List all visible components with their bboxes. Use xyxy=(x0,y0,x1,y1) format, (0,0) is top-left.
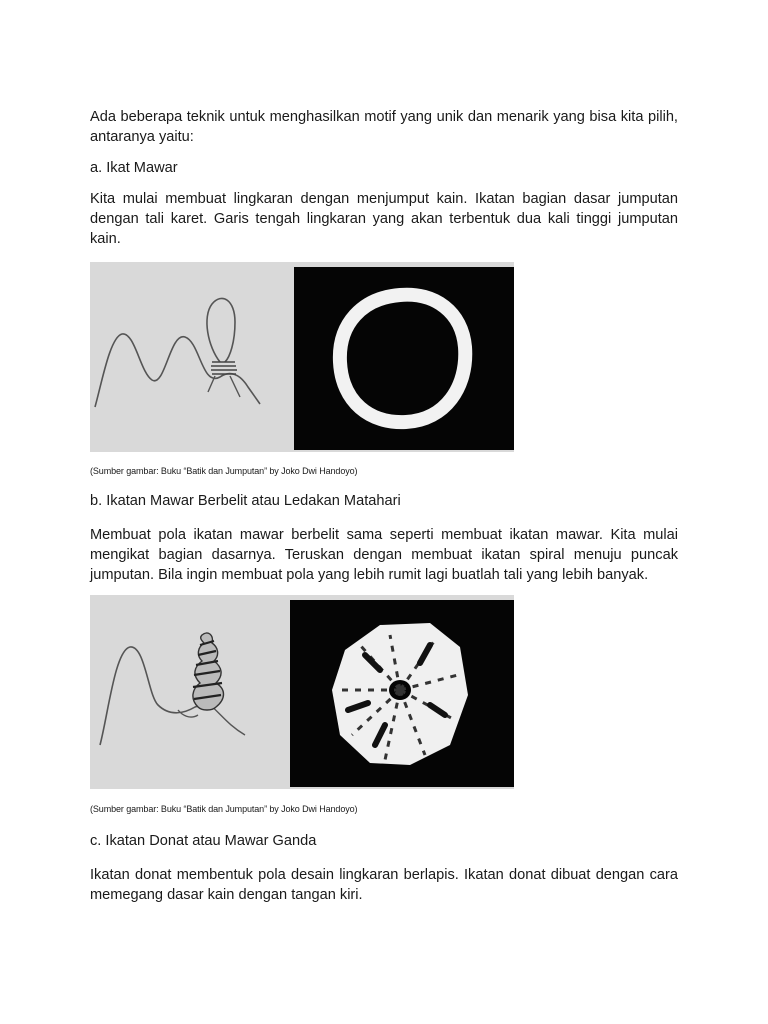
section-c-body: Ikatan donat membentuk pola desain lingkaran berlapis. Ikatan donat dibuat dengan cara memegang dasar kain dengan tangan kiri. xyxy=(90,867,678,903)
section-b-body: Membuat pola ikatan mawar berbelit sama seperti membuat ikatan mawar. Kita mulai mengikat bagian dasarnya. Teruskan dengan membuat ikatan spiral menuju puncak jumputan. Bila ingin membuat pola yang lebih rumit lagi buatlah tali yang lebih banyak. xyxy=(90,527,678,583)
section-a-body: Kita mulai membuat lingkaran dengan menjumput kain. Ikatan bagian dasar jumputan dengan tali karet. Garis tengah lingkaran yang akan terbentuk dua kali tinggi jumputan kain. xyxy=(90,191,678,247)
figure-b-caption: (Sumber gambar: Buku “Batik dan Jumputan” by Joko Dwi Handoyo) xyxy=(90,804,358,814)
section-c-heading: c. Ikatan Donat atau Mawar Ganda xyxy=(90,833,317,849)
ikat-mawar-illustration xyxy=(90,262,514,452)
section-a-heading: a. Ikat Mawar xyxy=(90,160,178,176)
figure-ikat-mawar xyxy=(90,262,514,452)
ledakan-matahari-illustration xyxy=(90,595,514,789)
figure-ledakan-matahari xyxy=(90,595,514,789)
intro-paragraph: Ada beberapa teknik untuk menghasilkan motif yang unik dan menarik yang bisa kita pilih, antaranya yaitu: xyxy=(90,109,678,145)
section-b-heading: b. Ikatan Mawar Berbelit atau Ledakan Matahari xyxy=(90,493,401,509)
figure-a-caption: (Sumber gambar: Buku “Batik dan Jumputan” by Joko Dwi Handoyo) xyxy=(90,466,358,476)
